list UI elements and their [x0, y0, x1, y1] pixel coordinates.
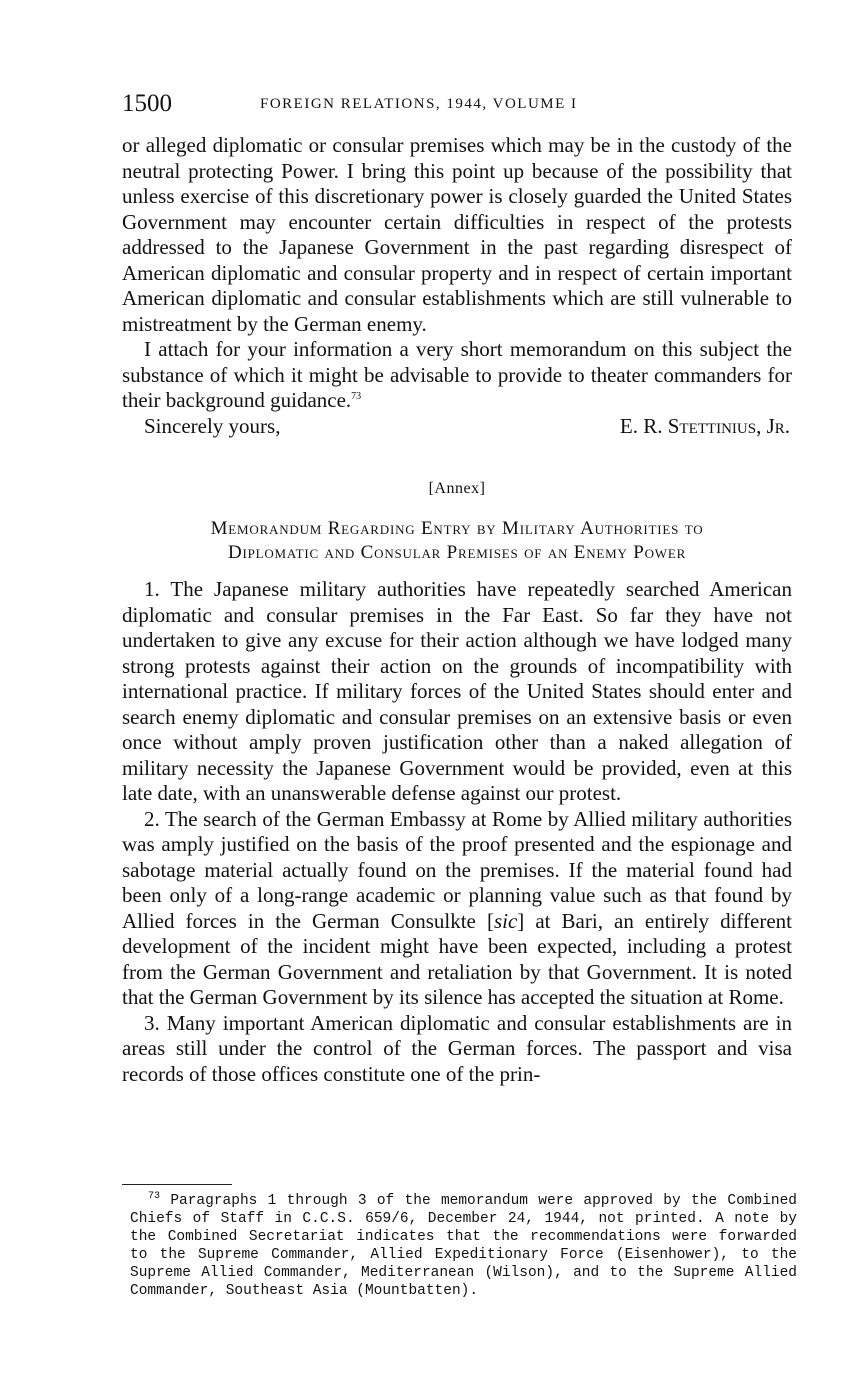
letter-paragraph-1: or alleged diplomatic or consular premises which may be in the custody of the neutral protecting Power. I bring this point up because of the possibility that unless exercise of this discretionary power is closely guarded the United States Government may encounter certain difficulties in respect of the protests addressed to the Japanese Government in the past regarding disrespect of American diplomatic and consular property and in respect of certain important American diplomatic and consular establishments which are still vulnerable to mistreatment by the German enemy.	[122, 133, 792, 336]
signature: E. R. Stettinius, Jr.	[619, 413, 790, 438]
footnote	[130, 1192, 797, 1300]
body-text	[122, 133, 792, 1087]
footnote-marker: 73	[148, 1191, 161, 1203]
footnote-reference: 73	[351, 391, 362, 402]
memo-paragraph-2	[122, 807, 792, 1011]
annex-label: [Annex]	[428, 479, 486, 497]
page-number: 1500	[122, 90, 172, 117]
memo-paragraph-2-part-2: ] at Bari, an entirely different development of the incident might have been expected, including a protest from the German Government and retaliation by that Government. It is noted that the German Government by its silence has accepted the situation at Rome.	[122, 908, 792, 1009]
page-header	[122, 90, 792, 120]
memorandum-title	[122, 517, 792, 565]
letter-paragraph-2-text: I attach for your information a very short memorandum on this subject the substance of which it might be advisable to provide to theater commanders for their background guidance.	[122, 337, 792, 412]
memorandum-title-line-1: Memorandum Regarding Entry by Military Authorities to	[210, 518, 704, 539]
footnote-text: Paragraphs 1 through 3 of the memorandum were approved by the Combined Chiefs of Staff in C.C.S. 659/6, December 24, 1944, not printed. A note by the Combined Secretariat indicates that the recommendations were forwarded to the Supreme Commander, Allied Expeditionary Force (Eisenhower), to the Supreme Allied Commander, Mediterranean (Wilson), and to the Supreme Allied Commander, Southeast Asia (Mountbatten).	[130, 1193, 798, 1299]
memorandum-title-line-2: Diplomatic and Consular Premises of an Enemy Power	[227, 542, 687, 563]
closing-phrase: Sincerely yours,	[144, 413, 281, 438]
footnote-rule	[122, 1184, 232, 1185]
memo-paragraph-2-part-1: 2. The search of the German Embassy at Rome by Allied military authorities was amply justified on the basis of the proof presented and the espionage and sabotage material actually found on the premises. If the material found had been only of a long-range academic or planning value such as that found by Allied forces in the German Consulkte [	[122, 806, 792, 933]
sic-notation: sic	[493, 908, 518, 933]
letter-paragraph-2	[122, 337, 792, 414]
memo-paragraph-3: 3. Many important American diplomatic and consular establishments are in areas still under the control of the German forces. The passport and visa records of those offices constitute one of the prin-	[122, 1010, 792, 1086]
letter-closing	[122, 414, 792, 440]
running-head: FOREIGN RELATIONS, 1944, VOLUME I	[260, 96, 578, 112]
memo-paragraph-1: 1. The Japanese military authorities have repeatedly searched American diplomatic and consular premises in the Far East. So far they have not undertaken to give any excuse for their action although we have lodged many strong protests against their action on the grounds of incompatibility with international practice. If military forces of the United States should enter and search enemy diplomatic and consular premises on an extensive basis or even once without amply proven justification other than a naked allegation of military necessity the Japanese Government would be provided, even at this late date, with an unanswerable defense against our protest.	[122, 577, 792, 805]
